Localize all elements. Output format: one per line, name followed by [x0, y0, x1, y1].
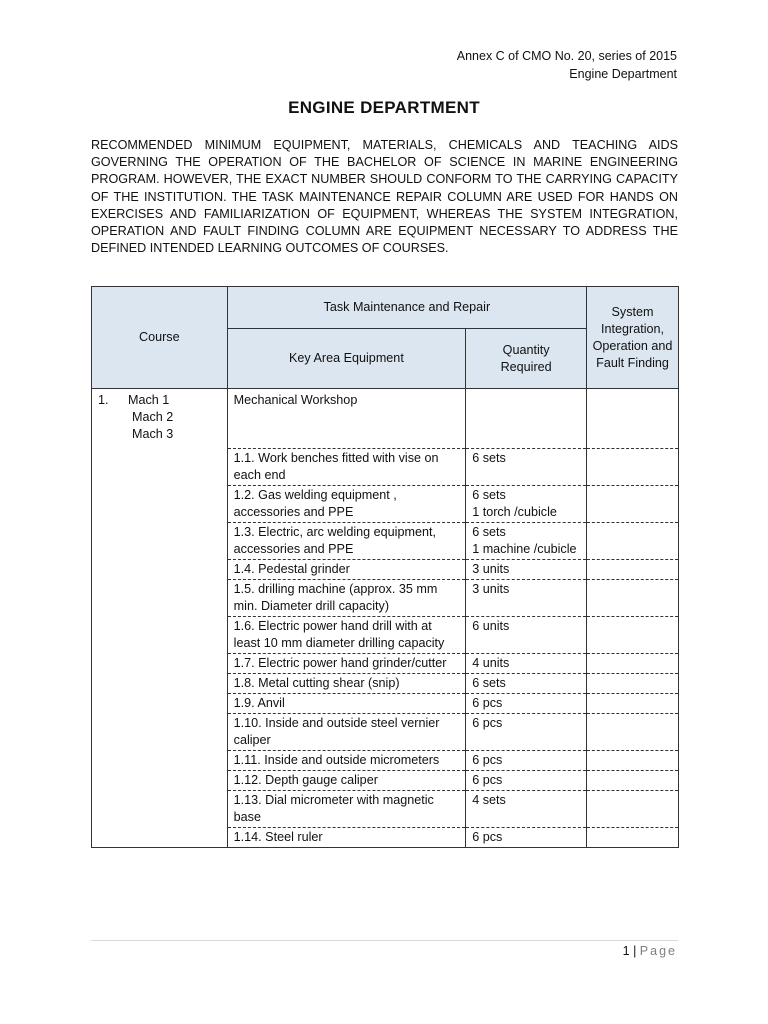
- equipment-cell: 1.10. Inside and outside steel vernier caliper: [227, 714, 466, 751]
- page-number-value: 1: [622, 944, 630, 958]
- quantity-cell: 6 sets 1 torch /cubicle: [466, 486, 587, 523]
- equipment-cell: 1.14. Steel ruler: [227, 828, 466, 848]
- course-spacer-cell: [92, 828, 228, 848]
- equipment-cell: 1.2. Gas welding equipment , accessories and PPE: [227, 486, 466, 523]
- equipment-cell: 1.13. Dial micrometer with magnetic base: [227, 791, 466, 828]
- department-line: Engine Department: [569, 67, 677, 81]
- annex-header: [457, 47, 677, 83]
- course-spacer-cell: [92, 617, 228, 654]
- system-integration-header: System Integration, Operation and Fault Finding: [587, 287, 679, 389]
- intro-paragraph: RECOMMENDED MINIMUM EQUIPMENT, MATERIALS, CHEMICALS AND TEACHING AIDS GOVERNING THE OPERATION OF THE BACHELOR OF SCIENCE IN MARINE ENGINEERING PROGRAM. HOWEVER, THE EXACT NUMBER SHOULD CONFORM TO THE CARRYING CAPACITY OF THE INSTITUTION. THE TASK MAINTENANCE REPAIR COLUMN ARE USED FOR HANDS ON EXERCISES AND FAMILIARIZATION OF EQUIPMENT, WHEREAS THE SYSTEM INTEGRATION, OPERATION AND FAULT FINDING COLUMN ARE EQUIPMENT NECESSARY TO ADDRESS THE DEFINED INTENDED LEARNING OUTCOMES OF COURSES.: [91, 138, 678, 256]
- table-row: [92, 560, 679, 580]
- table-row: [92, 674, 679, 694]
- section-quantity: [466, 389, 587, 449]
- system-cell: [587, 751, 679, 771]
- course-name: Mach 1: [128, 393, 170, 407]
- course-spacer-cell: [92, 580, 228, 617]
- system-cell: [587, 771, 679, 791]
- table-row: [92, 771, 679, 791]
- system-cell: [587, 828, 679, 848]
- course-spacer-cell: [92, 791, 228, 828]
- quantity-cell: 6 pcs: [466, 694, 587, 714]
- quantity-cell: 6 sets: [466, 449, 587, 486]
- table-row: [92, 828, 679, 848]
- quantity-cell: 6 pcs: [466, 828, 587, 848]
- system-cell: [587, 674, 679, 694]
- system-cell: [587, 791, 679, 828]
- footer-divider: [91, 940, 678, 941]
- equipment-cell: 1.8. Metal cutting shear (snip): [227, 674, 466, 694]
- system-cell: [587, 449, 679, 486]
- table-row: [92, 523, 679, 560]
- quantity-cell: 6 units: [466, 617, 587, 654]
- course-spacer-cell: [92, 486, 228, 523]
- table-row: [92, 714, 679, 751]
- course-spacer-cell: [92, 560, 228, 580]
- quantity-cell: 6 pcs: [466, 771, 587, 791]
- equipment-cell: 1.7. Electric power hand grinder/cutter: [227, 654, 466, 674]
- quantity-cell: 3 units: [466, 560, 587, 580]
- quantity-cell: 6 pcs: [466, 751, 587, 771]
- system-cell: [587, 694, 679, 714]
- table-row: [92, 654, 679, 674]
- system-cell: [587, 486, 679, 523]
- quantity-cell: 4 units: [466, 654, 587, 674]
- table-row: [92, 694, 679, 714]
- table-row: [92, 751, 679, 771]
- system-cell: [587, 523, 679, 560]
- quantity-cell: 6 sets 1 machine /cubicle: [466, 523, 587, 560]
- equipment-cell: 1.5. drilling machine (approx. 35 mm min. Diameter drill capacity): [227, 580, 466, 617]
- system-cell: [587, 714, 679, 751]
- equipment-cell: 1.1. Work benches fitted with vise on each end: [227, 449, 466, 486]
- course-spacer-cell: [92, 771, 228, 791]
- course-name: Mach 2: [132, 410, 174, 424]
- course-cell: [92, 389, 228, 449]
- page-title: ENGINE DEPARTMENT: [288, 98, 480, 117]
- table-row: [92, 449, 679, 486]
- quantity-header: Quantity Required: [466, 329, 587, 389]
- course-spacer-cell: [92, 694, 228, 714]
- quantity-cell: 3 units: [466, 580, 587, 617]
- equipment-cell: 1.12. Depth gauge caliper: [227, 771, 466, 791]
- course-spacer-cell: [92, 523, 228, 560]
- page-number: [623, 944, 677, 958]
- course-list: [128, 392, 173, 443]
- quantity-cell: 6 pcs: [466, 714, 587, 751]
- equipment-cell: 1.6. Electric power hand drill with at least 10 mm diameter drilling capacity: [227, 617, 466, 654]
- equipment-cell: 1.11. Inside and outside micrometers: [227, 751, 466, 771]
- course-name: Mach 3: [132, 427, 174, 441]
- system-cell: [587, 560, 679, 580]
- course-number: 1.: [98, 393, 109, 407]
- equipment-cell: 1.4. Pedestal grinder: [227, 560, 466, 580]
- course-spacer-cell: [92, 654, 228, 674]
- system-cell: [587, 617, 679, 654]
- system-cell: [587, 580, 679, 617]
- course-spacer-cell: [92, 449, 228, 486]
- course-spacer-cell: [92, 751, 228, 771]
- table-row: [92, 580, 679, 617]
- equipment-cell: 1.9. Anvil: [227, 694, 466, 714]
- page-separator: |: [633, 944, 637, 958]
- task-maintenance-header: Task Maintenance and Repair: [227, 287, 586, 329]
- equipment-cell: 1.3. Electric, arc welding equipment, accessories and PPE: [227, 523, 466, 560]
- system-cell: [587, 654, 679, 674]
- section-system: [587, 389, 679, 449]
- table-row: [92, 791, 679, 828]
- table-row: [92, 617, 679, 654]
- section-title: Mechanical Workshop: [227, 389, 466, 449]
- page-label: Page: [639, 944, 677, 958]
- table-row: [92, 486, 679, 523]
- equipment-table: [91, 286, 679, 848]
- course-spacer-cell: [92, 714, 228, 751]
- course-spacer-cell: [92, 674, 228, 694]
- quantity-cell: 6 sets: [466, 674, 587, 694]
- course-header: Course: [92, 287, 228, 389]
- key-area-header: Key Area Equipment: [227, 329, 466, 389]
- annex-line: Annex C of CMO No. 20, series of 2015: [456, 49, 677, 63]
- quantity-cell: 4 sets: [466, 791, 587, 828]
